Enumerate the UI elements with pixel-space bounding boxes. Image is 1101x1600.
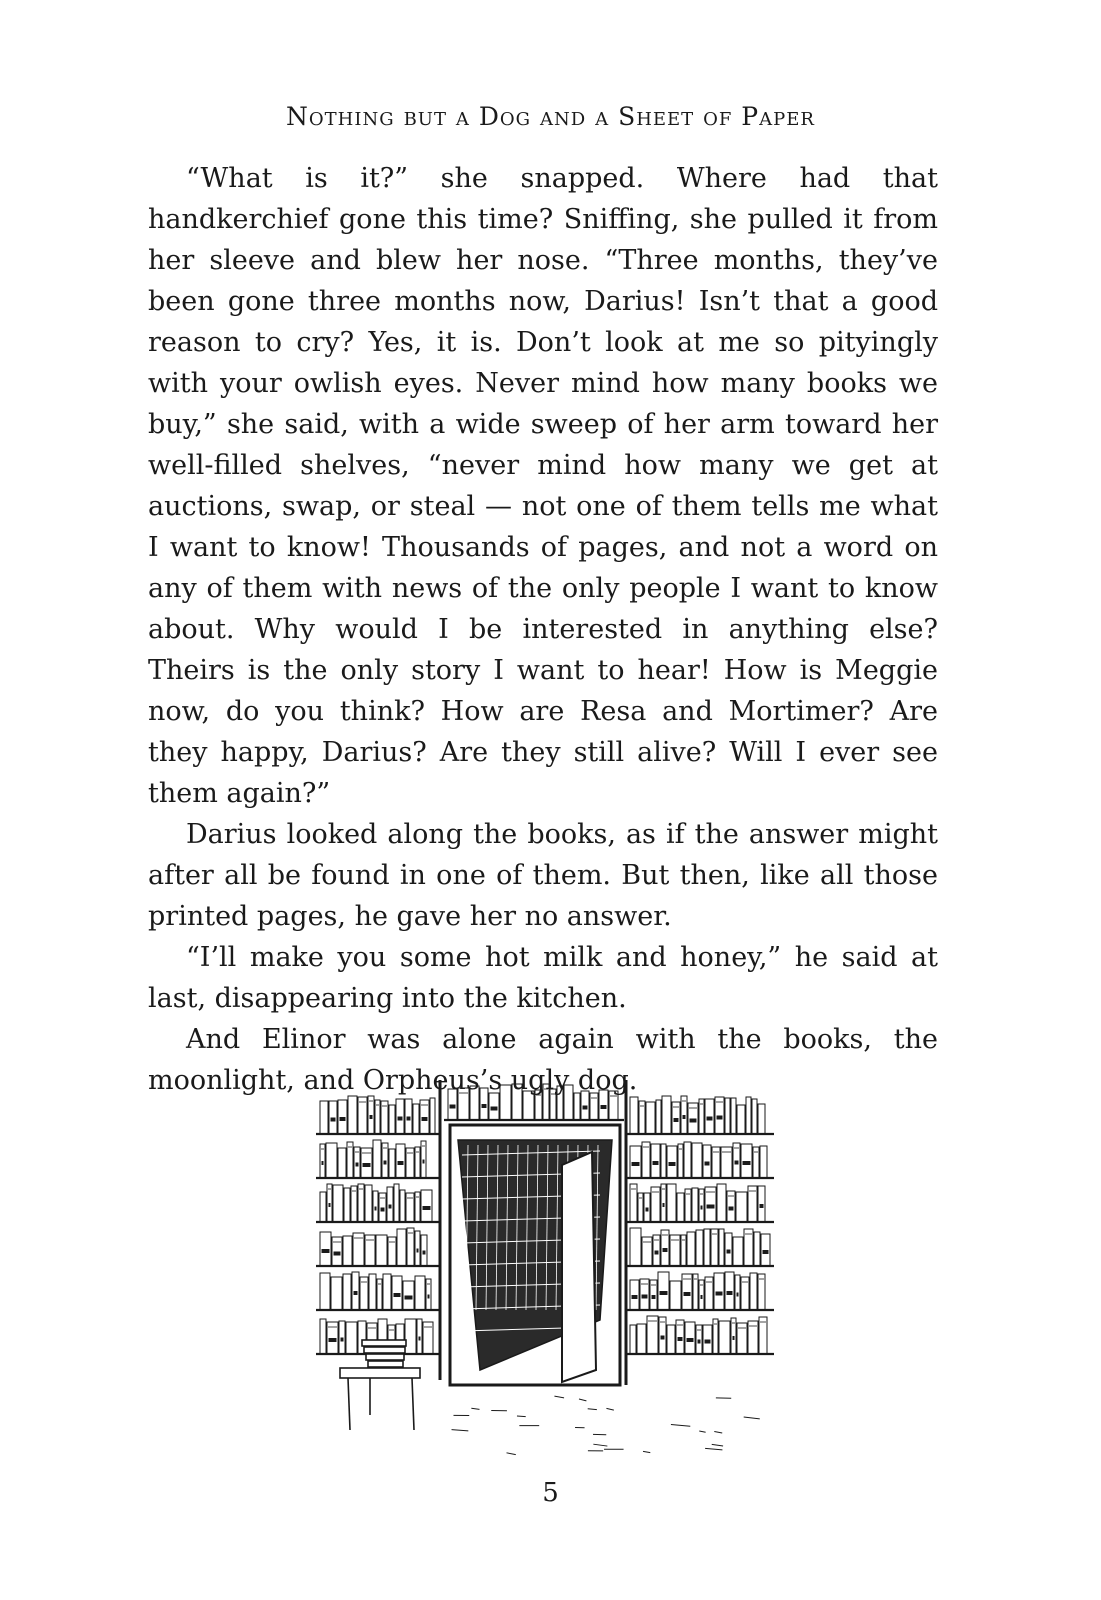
page-number: 5 — [542, 1478, 559, 1508]
bookshelves-illustration — [300, 1070, 810, 1465]
paragraph: “What is it?” she snapped. Where had that handkerchief gone this time? Sniffing, she pulled it from her sleeve and blew her nose. “Three months, they’ve been gone three months now, Darius! Isn’t that a good reason to cry? Yes, it is. Don’t look at me so pityingly with your owlish eyes. Never mind how many books we buy,” she said, with a wide sweep of her arm toward her well-filled shelves, “never mind how many we get at auctions, swap, or steal — not one of them tells me what I want to know! Thousands of pages, and not a word on any of them with news of the only people I want to know about. Why would I be interested in anything else? Theirs is the only story I want to hear! How is Meggie now, do you think? How are Resa and Mortimer? Are they happy, Darius? Are they still alive? Will I ever see them again?” — [148, 163, 938, 809]
body-text — [148, 158, 938, 1101]
running-head: Nothing but a Dog and a Sheet of Paper — [286, 102, 815, 131]
paragraph: “I’ll make you some hot milk and honey,” he said at last, disappearing into the kitchen. — [148, 942, 938, 1014]
paragraph: Darius looked along the books, as if the answer might after all be found in one of them. But then, like all those printed pages, he gave her no answer. — [148, 819, 938, 932]
paragraph: And Elinor was alone again with the books, the moonlight, and Orpheus’s ugly dog. — [148, 1024, 938, 1096]
